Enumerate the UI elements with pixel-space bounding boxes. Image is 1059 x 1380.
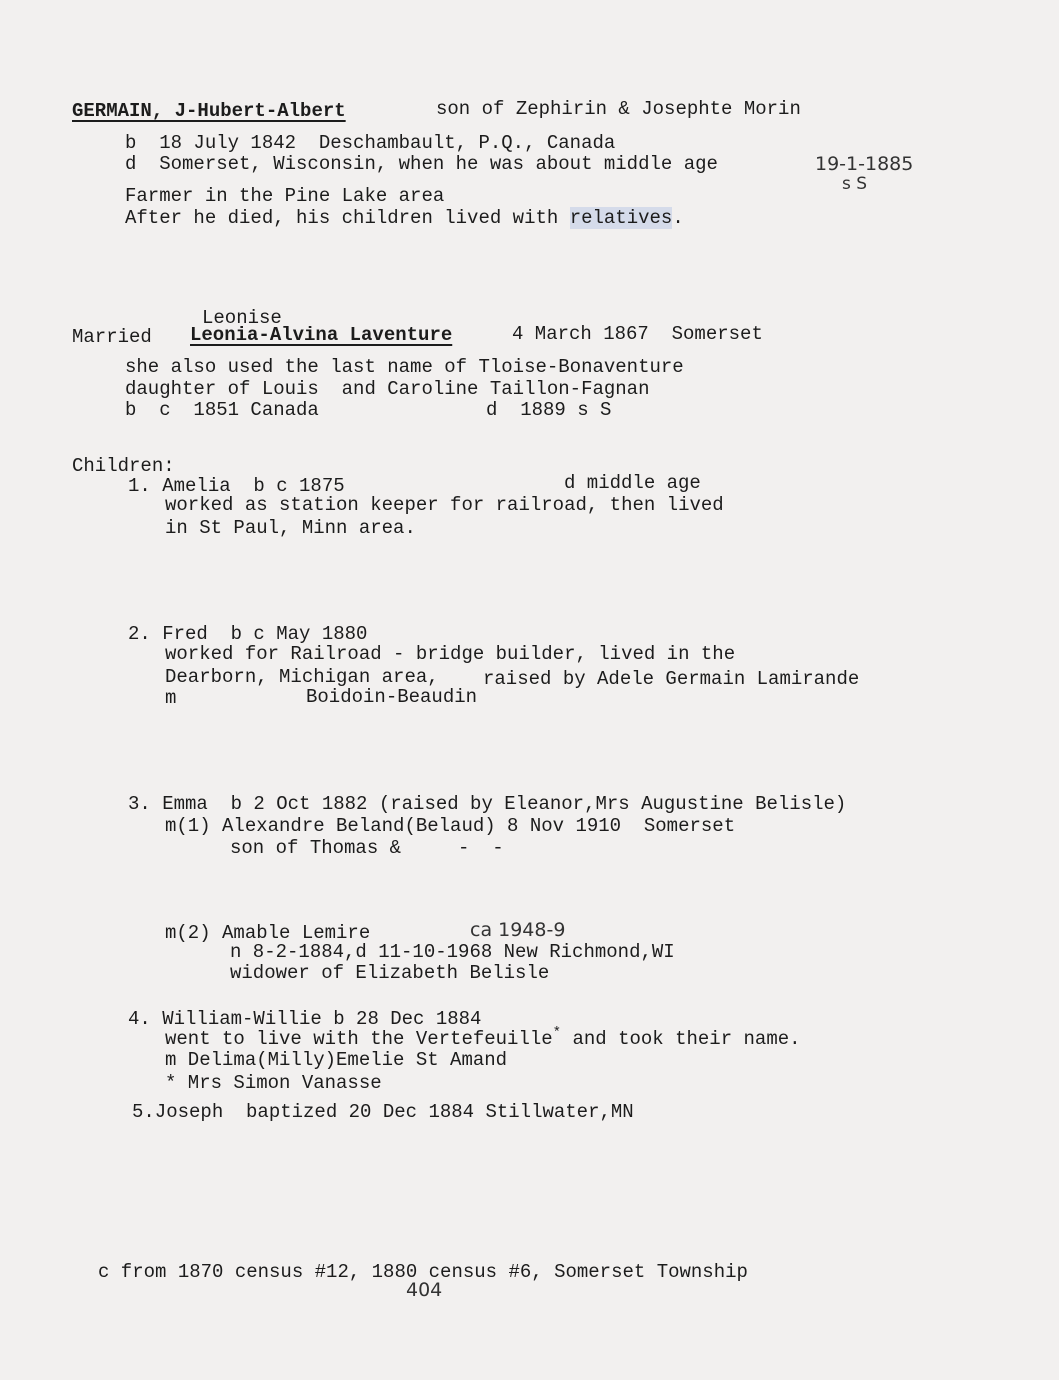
page-number: 404 [406,1279,443,1301]
child-1-death: d middle age [564,472,701,494]
death-line: d Somerset, Wisconsin, when he was about middle age [125,153,718,175]
person-name: GERMAIN, J-Hubert-Albert [72,100,346,122]
child-3-line2: m(1) Alexandre Beland(Belaud) 8 Nov 1910 Somerset [165,815,736,837]
child-2-raised-by: raised by Adele Germain Lamirande [483,668,860,690]
child-3-second-marriage: m(2) Amable Lemire [165,922,371,944]
child-1-line3: in St Paul, Minn area. [165,517,416,539]
child-1-line2: worked as station keeper for railroad, then lived [165,494,724,516]
child-2-line2: worked for Railroad - bridge builder, lived in the [165,643,736,665]
child-2-marriage-label: m [165,687,177,709]
child-3-second-marriage-date: ca 1948-9 [470,919,566,941]
asterisk-mark: * [552,1025,562,1041]
spouse-birth: b c 1851 Canada [125,399,319,421]
spouse-death: d 1889 s S [486,399,612,421]
child-4-line2-text: went to live with the Vertefeuille [165,1028,553,1050]
source-note: c from 1870 census #12, 1880 census #6, Somerset Township [98,1261,748,1283]
child-3-spouse-dates: n 8-2-1884,d 11-10-1968 New Richmond,WI [230,941,675,963]
spouse-name: Leonia-Alvina Laventure [190,324,453,346]
death-date-handwritten: 19-1-1885 [815,153,914,175]
child-1-line1: 1. Amelia b c 1875 [128,475,345,497]
spouse-alt-name: Leonise [202,307,282,329]
child-2-line1: 2. Fred b c May 1880 [128,623,368,645]
children-heading: Children: [72,455,175,477]
after-prefix: After he died, his children lived with [125,207,570,229]
child-4-line2-rest: and took their name. [572,1028,801,1050]
after-death-line [125,207,684,229]
child-4-line1: 4. William-Willie b 28 Dec 1884 [128,1008,482,1030]
occupation-line: Farmer in the Pine Lake area [125,185,445,207]
child-2-line3: Dearborn, Michigan area, [165,666,439,688]
death-source-handwritten: s S [842,174,868,194]
child-5-line1: 5.Joseph baptized 20 Dec 1884 Stillwater,MN [132,1101,634,1123]
after-word: relatives [569,207,673,229]
birth-line: b 18 July 1842 Deschambault, P.Q., Canada [125,132,616,154]
child-4-footnote: * Mrs Simon Vanasse [165,1072,382,1094]
child-2-spouse: Boidoin-Beaudin [306,686,478,708]
child-3-line1: 3. Emma b 2 Oct 1882 (raised by Eleanor,Mrs Augustine Belisle) [128,793,847,815]
spouse-parents: daughter of Louis and Caroline Taillon-Fagnan [125,378,650,400]
child-3-spouse-widower: widower of Elizabeth Belisle [230,962,550,984]
spouse-aka: she also used the last name of Tloise-Bonaventure [125,356,684,378]
after-suffix: . [672,207,684,229]
child-3-line3: son of Thomas & - - [230,837,504,859]
married-label: Married [72,326,152,348]
marriage-date-place: 4 March 1867 Somerset [512,323,763,345]
parents-text: son of Zephirin & Josephte Morin [436,98,801,120]
child-4-line3: m Delima(Milly)Emelie St Amand [165,1049,508,1071]
